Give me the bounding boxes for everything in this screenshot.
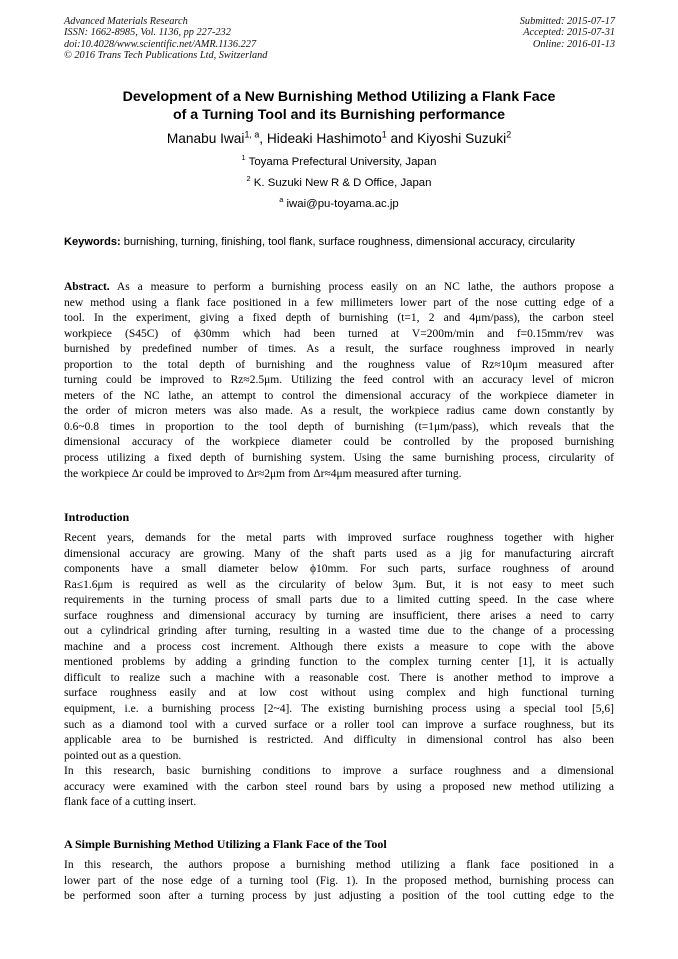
abstract-line: dimensional accuracy of the workpiece diameter could be controlled by the proposed burnishing xyxy=(64,436,614,449)
title-line-2: of a Turning Tool and its Burnishing performance xyxy=(172,106,506,123)
intro-line: applicable area to be burnished is restricted. And difficulty in dimensional control has also been xyxy=(64,734,614,747)
intro-line: flank face of a cutting insert. xyxy=(64,796,197,809)
author-1-affiliation-mark: 1, a xyxy=(244,129,260,140)
email-text: iwai@pu-toyama.ac.jp xyxy=(283,198,399,210)
author-2-affiliation-mark: 1 xyxy=(381,129,387,140)
abstract-line: the order of micron meters was also made. As a result, the workpiece radius came down constantly by xyxy=(64,405,614,418)
intro-line: Recent years, demands for the metal parts with improved surface roughness together with higher xyxy=(64,532,614,544)
intro-line: surface roughness easily and at low cost without using complex and high functional turning xyxy=(64,687,614,700)
journal-header-right xyxy=(520,16,615,50)
introduction-body xyxy=(64,531,614,811)
issn-line: ISSN: 1662-8985, Vol. 1136, pp 227-232 xyxy=(64,27,231,39)
corresponding-email xyxy=(64,197,614,211)
journal-header-left xyxy=(64,16,267,62)
intro-line: In this research, basic burnishing conditions to improve a surface roughness and a dimensional xyxy=(64,765,614,778)
keywords-label: Keywords: xyxy=(64,236,121,248)
intro-line: dimensional accuracy are growing. Many of the shaft parts used as a jig for manufacturing aircraft xyxy=(64,547,614,560)
abstract-line xyxy=(64,280,614,296)
intro-line: accuracy were examined with the carbon steel round bars by using a proposed new method utilizing a xyxy=(64,780,614,793)
abstract-line: the workpiece Δr could be improved to Δr≈2μm from Δr≈4μm measured after turning. xyxy=(64,467,462,480)
journal-name: Advanced Materials Research xyxy=(64,16,188,27)
abstract-label: Abstract. xyxy=(64,281,110,293)
affiliation-1 xyxy=(64,155,614,169)
intro-line: pointed out as a question. xyxy=(64,749,182,762)
abstract xyxy=(64,280,614,482)
intro-line: such as a diamond tool with a curved surface or a roller tool can improve a surface roughness, but its xyxy=(64,718,614,731)
author-3: and Kiyoshi Suzuki xyxy=(386,131,507,146)
abstract-line-text: As a measure to perform a burnishing process easily on an NC lathe, the authors propose a xyxy=(109,281,614,293)
author-2: , Hideaki Hashimoto xyxy=(259,131,382,146)
intro-line: components have a small diameter below ϕ10mm. For such parts, surface roughness of around xyxy=(64,563,614,576)
keywords xyxy=(64,235,614,251)
abstract-line: process utilizing a fixed depth of burnishing system. Using the same burnishing process, circularity of xyxy=(64,452,614,465)
section-2-line: lower part of the nose edge of a turning tool (Fig. 1). In the proposed method, burnishing process can xyxy=(64,874,614,887)
paper-title xyxy=(64,89,614,124)
intro-line: difficult to realize such a machine with a reasonable cost. There is another method to improve a xyxy=(64,671,614,684)
section-2-body xyxy=(64,858,614,905)
email-mark: a xyxy=(279,195,284,205)
author-list xyxy=(64,130,614,147)
online-date: Online: 2016-01-13 xyxy=(532,38,615,50)
keywords-text: burnishing, turning, finishing, tool flank, surface roughness, dimensional accuracy, circularity xyxy=(120,236,575,248)
affiliation-1-text: Toyama Prefectural University, Japan xyxy=(245,156,437,168)
doi-line: doi:10.4028/www.scientific.net/AMR.1136.227 xyxy=(64,38,257,50)
abstract-line: turning could be improved to Rz≈2.5μm. Utilizing the feed control with an accuracy level of micron xyxy=(64,374,614,387)
author-3-affiliation-mark: 2 xyxy=(506,129,512,140)
abstract-line: burnished by predefined number of times. As a result, the surface roughness improved in nearly xyxy=(64,343,614,356)
abstract-line: new method using a flank face positioned in a few millimeters lower part of the nose cutting edge of a xyxy=(64,296,614,309)
affiliation-1-mark: 1 xyxy=(241,153,246,163)
abstract-line: workpiece (S45C) of ϕ30mm which had been turned at V=200m/min and f=0.15mm/rev was xyxy=(64,327,614,340)
abstract-line: 0.6~0.8 times in proportion to the tool depth of burnishing (t=1μm/pass), which reveals that the xyxy=(64,420,614,433)
intro-line: surface roughness and dimensional accuracy by turning are insufficient, there arises a need to carry xyxy=(64,609,614,622)
title-line-1: Development of a New Burnishing Method Utilizing a Flank Face xyxy=(122,89,556,105)
intro-line: Ra≤1.6μm is required as well as the circularity of below 3μm. But, it is not easy to meet such xyxy=(64,578,614,591)
copyright-line: © 2016 Trans Tech Publications Ltd, Switzerland xyxy=(64,50,268,62)
abstract-line: proportion to the total depth of burnishing and the roughness value of Rz≈10μm measured after xyxy=(64,358,614,371)
section-2-heading: A Simple Burnishing Method Utilizing a Flank Face of the Tool xyxy=(64,837,387,851)
intro-line: mentioned problems by adding a grinding function to the complex turning center [1], it is actually xyxy=(64,656,614,669)
abstract-line: tool. In the experiment, giving a fixed depth of burnishing (t=1, 2 and 4μm/pass), the carbon steel xyxy=(64,312,614,325)
affiliation-2-text: K. Suzuki New R & D Office, Japan xyxy=(250,177,432,189)
intro-line: machine and a process cost increment. Although there exists a measure to cope with the above xyxy=(64,640,614,653)
abstract-line: meters of the NC lathe, an attempt to control the dimensional accuracy of the workpiece diameter in xyxy=(64,389,614,402)
author-1: Manabu Iwai xyxy=(166,131,245,146)
intro-line: equipment, i.e. a burnishing process [2~4]. The existing burnishing process using a special tool [5,6] xyxy=(64,703,614,716)
affiliation-2 xyxy=(64,176,614,190)
introduction-heading: Introduction xyxy=(64,510,130,524)
section-2-line: In this research, the authors propose a burnishing method utilizing a flank face positioned in a xyxy=(64,859,614,871)
affiliation-2-mark: 2 xyxy=(246,174,251,184)
intro-line: requirements in the turning process of small parts due to a limited cutting speed. In the case where xyxy=(64,594,614,607)
section-2-line: be performed soon after a turning process by just adjusting a position of the tool cutting edge to the xyxy=(64,890,614,903)
accepted-date: Accepted: 2015-07-31 xyxy=(523,27,615,39)
submitted-date: Submitted: 2015-07-17 xyxy=(519,16,615,27)
intro-line: out a cylindrical grinding after turning, resulting in a wasted time due to the change of a processing xyxy=(64,625,614,638)
